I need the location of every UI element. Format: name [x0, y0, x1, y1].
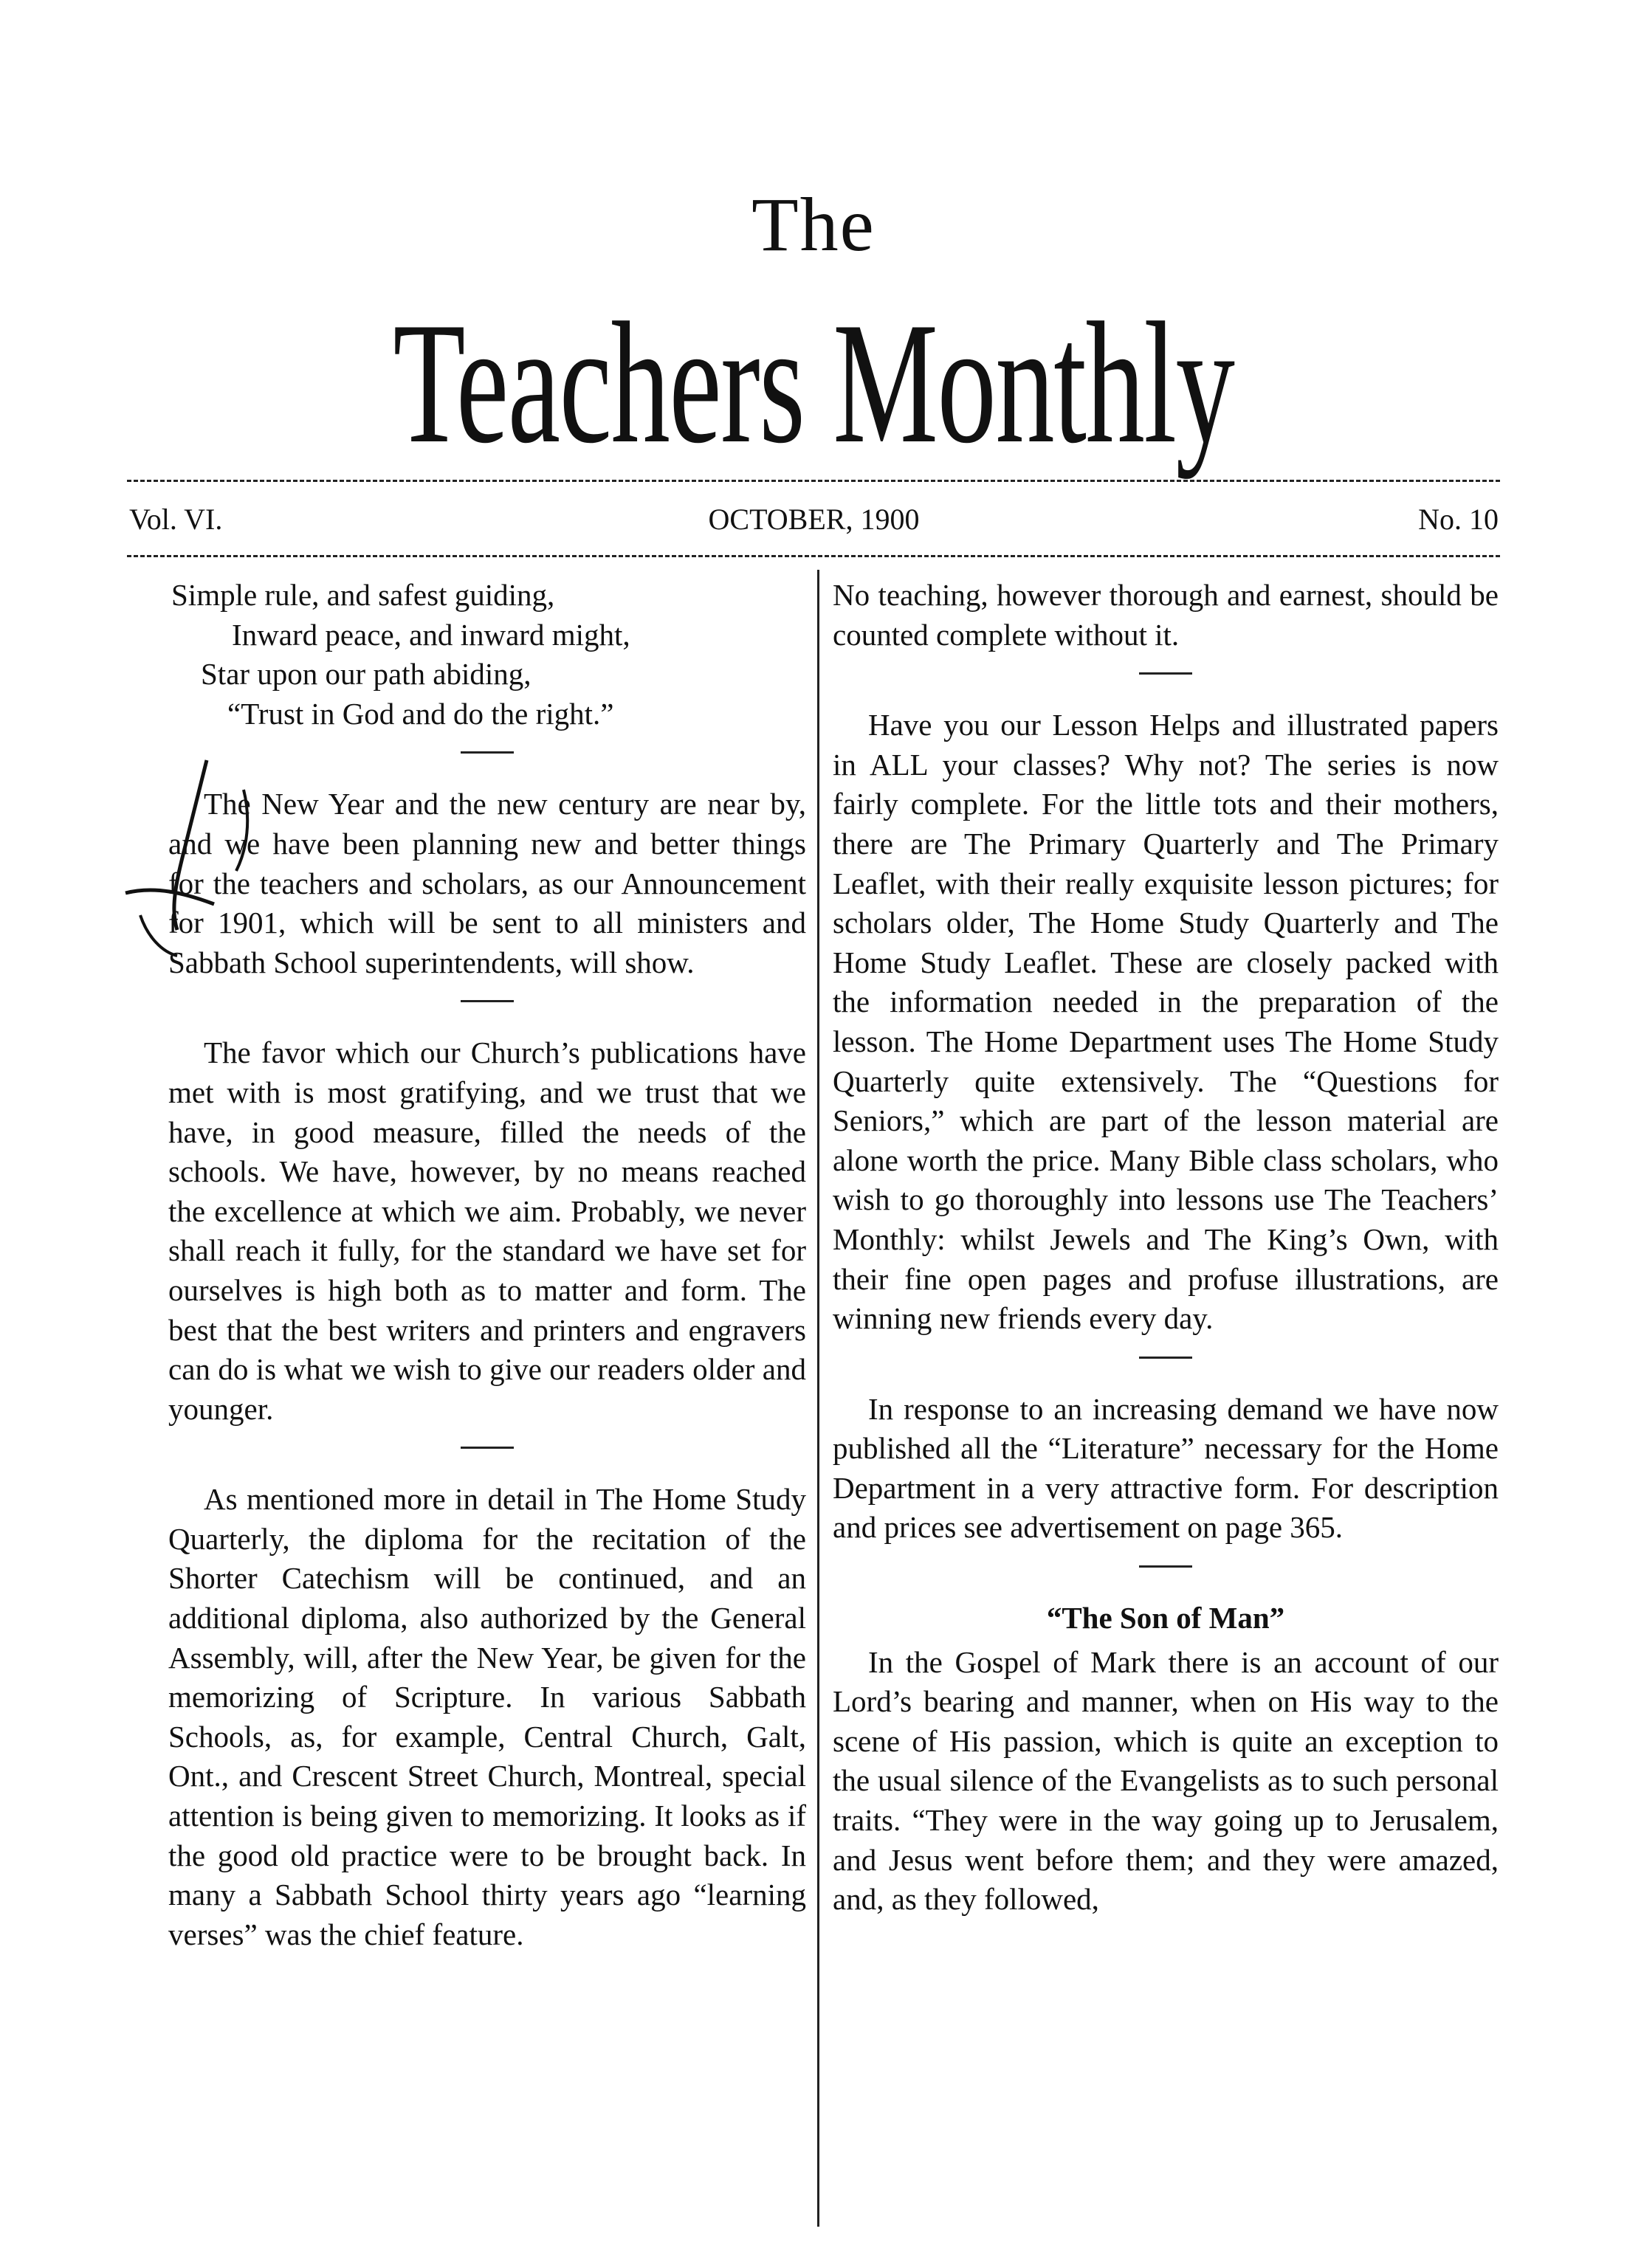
paragraph: Have you our Lesson Helps and illustrated papers in ALL your classes? Why not? The series is now fairly complete. For the little tots and their mothers, there are The Primary Quarterly and The Primary Leaflet, with their really exquisite lesson pictures; for scholars older, The Home Study Quarterly and The Home Study Leaflet. These are closely packed with the information needed in the preparation of the lesson. The Home Department uses The Home Study Quarterly quite extensively. The “Questions for Seniors,” which are part of the lesson material are alone worth the price. Many Bible class scholars, who wish to go thoroughly into lessons use The Teachers’ Monthly: whilst Jewels and The King’s Own, with their fine open pages and profuse illustrations, are winning new friends every day. [833, 708, 1499, 1336]
section-separator [461, 1000, 514, 1002]
paragraph: As mentioned more in detail in The Home Study Quarterly, the diploma for the recitation of the Shorter Catechism will be continued, and an additional diploma, also authorized by the General Assembly, will, after the New Year, be given for the memorizing of Scripture. In various Sabbath Schools, as, for example, Central Church, Galt, Ont., and Crescent Street Church, Montreal, special attention is being given to memorizing. It looks as if the good old practice were to be brought back. In many a Sabbath School thirty years ago “learning verses” was the chief feature. [168, 1482, 806, 1951]
left-column [168, 576, 806, 1954]
paragraph: In the Gospel of Mark there is an account of our Lord’s bearing and manner, when on His way to the scene of His passion, which is quite an exception to the usual silence of the Evangelists as to such personal traits. “They were in the way going up to Jerusalem, and Jesus went before them; and they were amazed, and, as they followed, [833, 1644, 1499, 1917]
issue-date: OCTOBER, 1900 [708, 503, 920, 536]
section-separator [461, 1447, 514, 1449]
masthead [0, 182, 1627, 480]
masthead-the: The [751, 182, 876, 267]
issue-number: No. 10 [1418, 503, 1499, 536]
issue-line [129, 502, 1499, 546]
poem-line: Inward peace, and inward might, [232, 617, 630, 652]
header-rule-bottom [127, 555, 1500, 557]
section-separator [1139, 1565, 1192, 1568]
section-separator [461, 751, 514, 754]
poem-line: “Trust in God and do the right.” [227, 696, 614, 731]
right-column [833, 576, 1499, 1920]
paragraph: The New Year and the new century are near by, and we have been planning new and better things for the teachers and scholars, as our Announcement for 1901, which will be sent to all ministers and Sabbath School superintendents, will show. [168, 787, 806, 979]
volume-number: Vol. VI. [129, 503, 223, 536]
paragraph: No teaching, however thorough and earnest, should be counted complete without it. [833, 578, 1499, 652]
header-rule-top [127, 480, 1500, 482]
section-heading: “The Son of Man” [1046, 1601, 1285, 1635]
paragraph: The favor which our Church’s publications have met with is most gratifying, and we trust that we have, in good measure, filled the needs of the schools. We have, however, by no means reached the excellence at which we aim. Probably, we never shall reach it fully, for the standard we have set for ourselves is high both as to matter and form. The best that the best writers and printers and engravers can do is what we wish to give our readers older and younger. [168, 1035, 806, 1426]
poem-line: Star upon our path abiding, [201, 657, 532, 692]
column-rule [817, 570, 819, 2227]
section-separator [1139, 1357, 1192, 1359]
poem-stanza [168, 576, 806, 734]
poem-line: Simple rule, and safest guiding, [171, 578, 555, 612]
section-separator [1139, 672, 1192, 675]
paragraph: In response to an increasing demand we have now published all the “Literature” necessary for the Home Department in a very attractive form. For description and prices see advertisement on page 365. [833, 1391, 1499, 1545]
masthead-title: Teachers Monthly [393, 287, 1234, 480]
